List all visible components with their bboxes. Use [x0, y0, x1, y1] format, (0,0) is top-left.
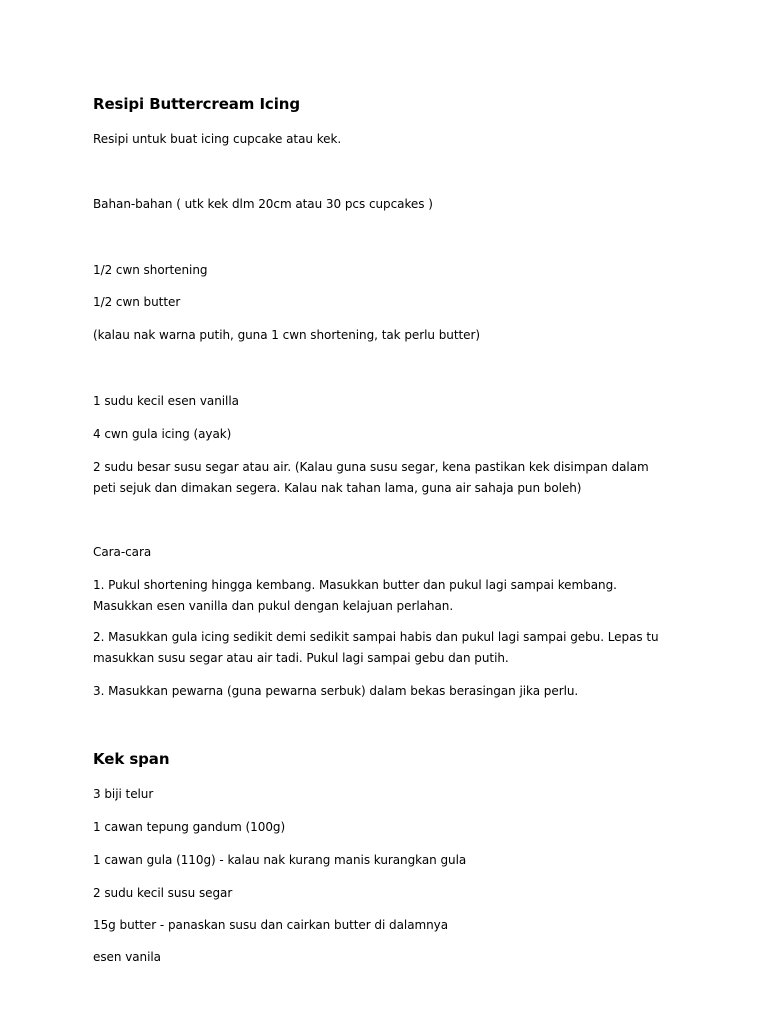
- ingredient-note: (kalau nak warna putih, guna 1 cwn shortening, tak perlu butter): [93, 328, 480, 342]
- ingredient-item: 1 sudu kecil esen vanilla: [93, 394, 239, 408]
- ingredient-item: 15g butter - panaskan susu dan cairkan butter di dalamnya: [93, 918, 449, 932]
- ingredient-item: 1 cawan gula (110g) - kalau nak kurang manis kurangkan gula: [93, 853, 467, 867]
- ingredient-item: 1 cawan tepung gandum (100g): [93, 820, 286, 834]
- section-title-kek-span: Kek span: [93, 750, 170, 768]
- ingredient-item: 2 sudu kecil susu segar: [93, 886, 233, 900]
- ingredient-item: 4 cwn gula icing (ayak): [93, 427, 232, 441]
- method-step: 3. Masukkan pewarna (guna pewarna serbuk) dalam bekas berasingan jika perlu.: [93, 684, 579, 698]
- method-step: 2. Masukkan gula icing sedikit demi sedikit sampai habis dan pukul lagi sampai gebu. Lepas tu masukkan susu segar atau air tadi. Pukul lagi sampai gebu dan putih.: [93, 630, 659, 665]
- ingredients-header: Bahan-bahan ( utk kek dlm 20cm atau 30 pcs cupcakes ): [93, 197, 433, 211]
- method-header: Cara-cara: [93, 545, 152, 559]
- intro-text: Resipi untuk buat icing cupcake atau kek.: [93, 132, 342, 146]
- ingredient-item: 1/2 cwn shortening: [93, 263, 208, 277]
- ingredient-item: esen vanila: [93, 950, 161, 964]
- method-step: 1. Pukul shortening hingga kembang. Masukkan butter dan pukul lagi sampai kembang. Masukkan esen vanilla dan pukul dengan kelajuan perlahan.: [93, 578, 617, 613]
- section-title-buttercream: Resipi Buttercream Icing: [93, 95, 300, 113]
- ingredient-item: 3 biji telur: [93, 787, 154, 801]
- ingredient-item: 2 sudu besar susu segar atau air. (Kalau guna susu segar, kena pastikan kek disimpan dalam peti sejuk dan dimakan segera. Kalau nak tahan lama, guna air sahaja pun boleh): [93, 460, 649, 495]
- ingredient-item: 1/2 cwn butter: [93, 295, 181, 309]
